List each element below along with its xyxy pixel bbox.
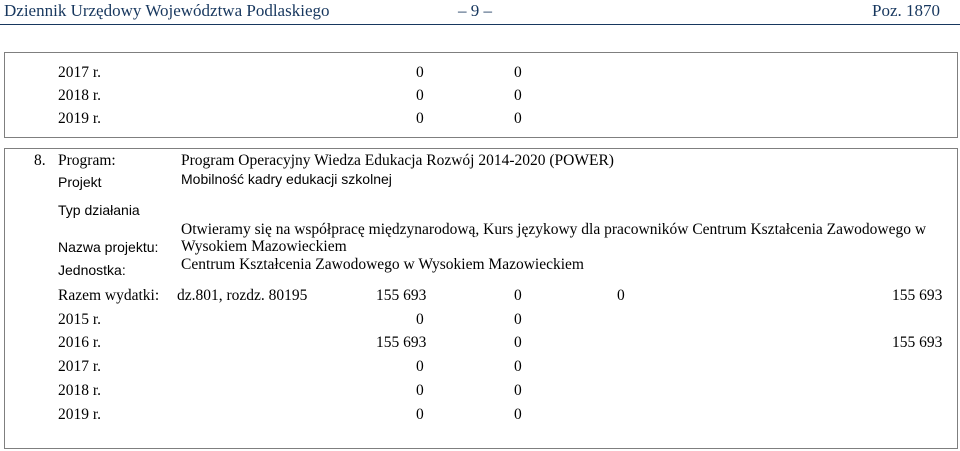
year-label: 2017 r. <box>58 358 102 375</box>
razem-label: Razem wydatki: <box>58 287 160 304</box>
nazwa-projektu-line2: Wysokiem Mazowieckiem <box>181 238 347 255</box>
nazwa-projektu-label: Nazwa projektu: <box>58 239 159 255</box>
year-value-c: 155 693 <box>892 334 943 351</box>
prev-year-value-a: 0 <box>416 87 424 104</box>
prev-year-label: 2018 r. <box>58 87 102 104</box>
year-value-a: 0 <box>416 382 424 399</box>
year-value-a: 0 <box>416 406 424 423</box>
projekt-label: Projekt <box>58 174 102 190</box>
year-value-b: 0 <box>514 406 522 423</box>
page-header <box>0 0 960 24</box>
program-value: Program Operacyjny Wiedza Edukacja Rozwój 2014-2020 (POWER) <box>181 152 614 169</box>
jednostka-label: Jednostka: <box>58 262 126 278</box>
year-value-a: 0 <box>416 358 424 375</box>
razem-value-4: 155 693 <box>892 287 943 304</box>
year-label: 2018 r. <box>58 382 102 399</box>
year-value-b: 0 <box>514 358 522 375</box>
position-number: Poz. 1870 <box>872 1 940 20</box>
prev-year-value-a: 0 <box>416 64 424 81</box>
jednostka-value: Centrum Kształcenia Zawodowego w Wysokiem Mazowieckiem <box>181 256 584 273</box>
section-number: 8. <box>34 152 46 169</box>
typ-dzialania-label: Typ działania <box>58 202 140 218</box>
year-value-b: 0 <box>514 334 522 351</box>
year-value-a: 155 693 <box>376 334 427 351</box>
year-label: 2019 r. <box>58 406 102 423</box>
year-label: 2016 r. <box>58 334 102 351</box>
year-value-b: 0 <box>514 382 522 399</box>
journal-title: Dziennik Urzędowy Województwa Podlaskiego <box>4 1 330 20</box>
prev-year-value-b: 0 <box>514 87 522 104</box>
prev-year-value-a: 0 <box>416 110 424 127</box>
header-rule <box>0 24 960 25</box>
year-label: 2015 r. <box>58 311 102 328</box>
razem-value-3: 0 <box>617 287 625 304</box>
year-value-a: 0 <box>416 311 424 328</box>
razem-value-2: 0 <box>514 287 522 304</box>
year-value-b: 0 <box>514 311 522 328</box>
projekt-value: Mobilność kadry edukacji szkolnej <box>181 171 392 187</box>
prev-year-value-b: 0 <box>514 64 522 81</box>
prev-year-label: 2017 r. <box>58 64 102 81</box>
prev-year-value-b: 0 <box>514 110 522 127</box>
prev-year-label: 2019 r. <box>58 110 102 127</box>
nazwa-projektu-line1: Otwieramy się na współpracę międzynarodową, Kurs językowy dla pracowników Centrum Kształcenia Zawodowego w <box>181 221 927 238</box>
prev-section-box <box>4 52 958 138</box>
razem-classification: dz.801, rozdz. 80195 <box>177 287 308 304</box>
program-label: Program: <box>58 152 116 169</box>
page-number: – 9 – <box>458 1 492 20</box>
razem-total: 155 693 <box>376 287 427 304</box>
